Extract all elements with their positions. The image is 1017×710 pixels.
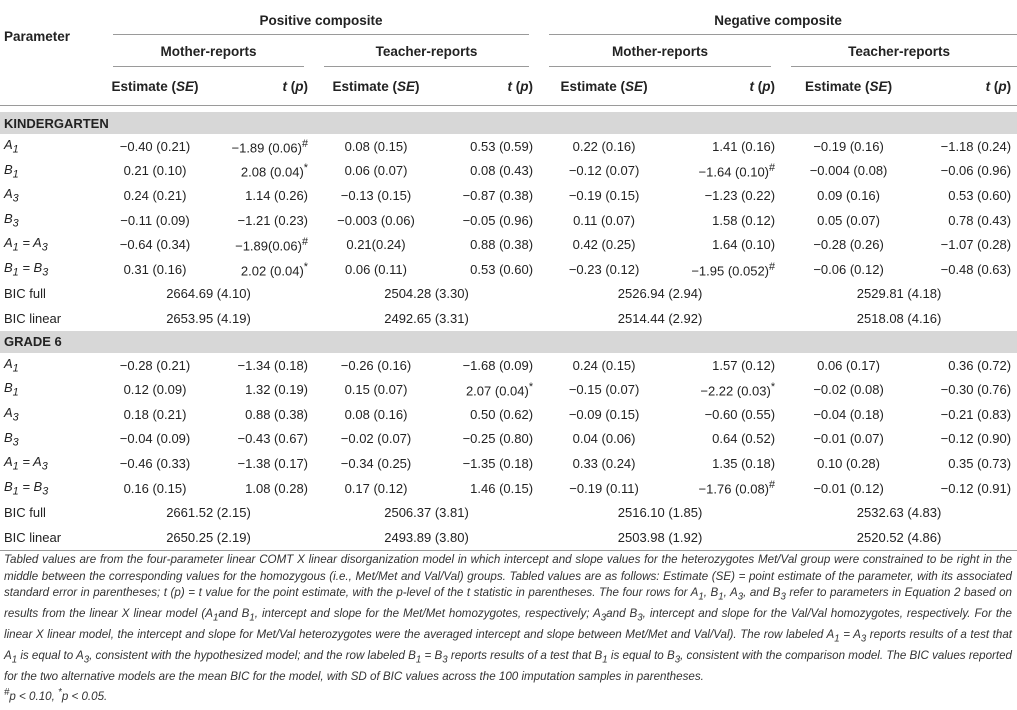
bic-label: BIC full (4, 286, 46, 302)
estimate-cell: −0.15 (0.07) (568, 382, 640, 398)
estimate-cell: −0.46 (0.33) (119, 455, 191, 471)
table-note (4, 552, 1012, 685)
estimate-se-header: Estimate (SE) (805, 78, 893, 94)
estimate-cell: −0.06 (0.12) (813, 261, 884, 277)
estimate-cell: 0.21 (0.10) (123, 163, 187, 179)
section-header (0, 112, 1017, 134)
bic-value: 2504.28 (3.30) (384, 286, 469, 302)
parameter-cell: $A_1$ (4, 355, 19, 375)
t-cell: 0.53 (0.59) (470, 138, 534, 154)
estimate-cell: 0.12 (0.09) (123, 382, 187, 398)
pos-mother-header: Mother-reports (103, 35, 314, 67)
t-cell: 1.41 (0.16) (712, 138, 776, 154)
estimate-cell: 0.22 (0.16) (572, 138, 636, 154)
header-row-stats (0, 67, 1017, 106)
estimate-se-header: Estimate (SE) (560, 78, 648, 94)
t-cell: 0.36 (0.72) (948, 357, 1012, 373)
table-row (0, 476, 1017, 501)
estimate-cell: −0.004 (0.08) (809, 163, 888, 179)
estimate-cell: −0.64 (0.34) (119, 237, 191, 253)
parameter-cell: $B_1 = B_3$ (4, 259, 49, 279)
estimate-cell: −0.28 (0.21) (119, 357, 191, 373)
bic-value: 2516.10 (1.85) (617, 505, 703, 521)
bic-row (0, 525, 1017, 550)
table-body (0, 6, 1017, 552)
table-row (0, 427, 1017, 452)
bic-label: BIC full (4, 505, 46, 521)
estimate-cell: 0.06 (0.11) (345, 261, 407, 277)
t-cell: 0.35 (0.73) (948, 455, 1012, 471)
t-cell: 0.88 (0.38) (470, 237, 534, 253)
note-text: Tabled values are from the four-parameter linear COMT X linear disorganization model in which intercept and slope values for the heterozygotes Met/Val group were constrained to be right in the middle between the corresponding values for the homozygous (i.e., Met/Met and Val/Val) groups. Tabled values are as follows: Estimate (SE) = point estimate of the parameter, with its associated standard error in parentheses; t (p) = t value for the point estimate, with the p-level of the t statistic in parentheses. The four rows for $A_1$, $B_1$, $A_3$, and $B_3$ refer to parameters in Equation 2 based on results from the linear X linear model ($A_1and$ $B_1$, intercept and slope for the Met/Met homozygotes, respectively; $A_3and$ $B_3$, intercept and slope for the Val/Val homozygotes, respectively. For the linear X linear model, the intercept and slope for Met/Val heterozygotes were the averaged intercept and slope between Met/Met and Val/Val). The row labeled $A_1 = A_3$ reports results of a test that $A_1$ is equal to $A_3$, consistent with the hypothesized model; and the row labeled $B_1 = B_3$ reports results of a test that $B_1$ is equal to $B_3$, consistent with the comparison model. The BIC values reported for the two alternative models are the mean BIC for the model, with SD of BIC values across the 100 imputation samples in parentheses. (4, 553, 1013, 683)
t-p-header: t (p) (749, 78, 776, 94)
section-header (0, 331, 1017, 353)
t-cell: 1.64 (0.10) (712, 237, 776, 253)
estimate-cell: 0.21(0.24) (346, 237, 406, 253)
estimate-cell: −0.40 (0.21) (119, 138, 191, 154)
t-cell: 2.07 (0.04)* (465, 380, 534, 399)
t-cell: −0.60 (0.55) (704, 406, 776, 422)
bic-label: BIC linear (4, 529, 62, 545)
results-table (0, 6, 1017, 552)
estimate-cell: −0.12 (0.07) (568, 163, 640, 179)
estimate-cell: 0.09 (0.16) (817, 187, 880, 203)
table-row (0, 353, 1017, 378)
t-p-header: t (p) (282, 78, 308, 94)
estimate-cell: 0.33 (0.24) (572, 455, 636, 471)
t-cell: −0.30 (0.76) (940, 382, 1012, 398)
bic-value: 2526.94 (2.94) (617, 286, 703, 302)
estimate-cell: −0.09 (0.15) (568, 406, 640, 422)
table-row (0, 232, 1017, 257)
estimate-cell: −0.23 (0.12) (568, 261, 640, 277)
bic-row (0, 282, 1017, 307)
estimate-cell: 0.16 (0.15) (123, 480, 187, 496)
header-row-composites (0, 6, 1017, 35)
header-spacer (0, 67, 103, 106)
estimate-cell: −0.19 (0.16) (813, 138, 884, 154)
parameter-cell: $A_3$ (4, 404, 19, 424)
estimate-cell: 0.24 (0.21) (123, 187, 187, 203)
table-row (0, 183, 1017, 208)
estimate-cell: −0.26 (0.16) (340, 357, 412, 373)
t-cell: −1.21 (0.23) (237, 212, 308, 228)
bic-row (0, 500, 1017, 525)
estimate-cell: −0.19 (0.15) (568, 187, 640, 203)
parameter-cell: $B_1$ (4, 161, 19, 181)
t-cell: −1.07 (0.28) (940, 237, 1012, 253)
table-row (0, 402, 1017, 427)
estimate-cell: 0.17 (0.12) (344, 480, 408, 496)
bic-value: 2503.98 (1.92) (617, 529, 703, 545)
estimate-se-header: Estimate (SE) (111, 78, 199, 94)
parameter-header: Parameter (4, 29, 71, 44)
t-cell: −1.89(0.06)# (235, 236, 308, 254)
parameter-cell: $B_1 = B_3$ (4, 478, 49, 498)
neg-mother-header: Mother-reports (539, 35, 781, 67)
t-cell: 2.08 (0.04)* (240, 162, 308, 180)
estimate-cell: −0.04 (0.09) (119, 431, 191, 447)
estimate-cell: 0.11 (0.07) (573, 212, 635, 228)
bic-value: 2664.69 (4.10) (166, 286, 251, 302)
parameter-cell: $A_1$ (4, 137, 19, 156)
table-row (0, 377, 1017, 402)
parameter-cell: $B_3$ (4, 210, 19, 230)
bic-value: 2661.52 (2.15) (166, 505, 251, 521)
parameter-cell: $B_3$ (4, 429, 19, 449)
t-cell: −0.21 (0.83) (940, 406, 1012, 422)
bic-value: 2650.25 (2.19) (166, 529, 251, 545)
bic-value: 2653.95 (4.19) (166, 310, 251, 326)
t-p-header: t (p) (985, 78, 1012, 94)
estimate-cell: 0.42 (0.25) (572, 237, 636, 253)
parameter-cell: $A_3$ (4, 186, 19, 205)
parameter-cell: $A_1 = A_3$ (4, 454, 48, 473)
bic-value: 2506.37 (3.81) (384, 505, 469, 521)
estimate-cell: 0.10 (0.28) (817, 455, 880, 471)
t-cell: −0.48 (0.63) (940, 261, 1012, 277)
t-cell: −2.22 (0.03)* (700, 380, 776, 399)
t-cell: −1.76 (0.08)# (698, 479, 776, 497)
estimate-cell: 0.08 (0.16) (344, 406, 408, 422)
bic-value: 2492.65 (3.31) (384, 310, 469, 326)
bic-value: 2493.89 (3.80) (384, 529, 469, 545)
t-cell: −1.18 (0.24) (940, 138, 1012, 154)
t-cell: 1.14 (0.26) (245, 187, 308, 203)
negative-composite-header: Negative composite (539, 6, 1017, 35)
t-cell: −1.35 (0.18) (462, 455, 534, 471)
estimate-cell: −0.02 (0.08) (813, 382, 884, 398)
estimate-cell: −0.34 (0.25) (340, 455, 412, 471)
table-footnote (4, 685, 1004, 705)
t-cell: 1.32 (0.19) (245, 382, 308, 398)
estimate-cell: −0.11 (0.09) (120, 212, 190, 228)
t-cell: −1.89 (0.06)# (231, 137, 308, 155)
estimate-cell: −0.19 (0.11) (569, 480, 639, 496)
estimate-cell: 0.31 (0.16) (123, 261, 187, 277)
t-cell: −0.06 (0.96) (940, 163, 1012, 179)
t-cell: −1.23 (0.22) (704, 187, 776, 203)
t-cell: −1.34 (0.18) (237, 357, 308, 373)
footnote-text: #p < 0.10, *p < 0.05. (4, 687, 108, 703)
estimate-cell: −0.02 (0.07) (340, 431, 412, 447)
estimate-cell: 0.08 (0.15) (344, 138, 408, 154)
bic-value: 2532.63 (4.83) (856, 505, 942, 521)
t-cell: 1.46 (0.15) (470, 480, 534, 496)
table-row (0, 451, 1017, 476)
estimate-cell: 0.05 (0.07) (817, 212, 880, 228)
estimate-cell: 0.06 (0.17) (817, 357, 880, 373)
estimate-se-header: Estimate (SE) (332, 78, 420, 94)
table-row (0, 208, 1017, 233)
estimate-cell: −0.04 (0.18) (813, 406, 884, 422)
bic-value: 2529.81 (4.18) (856, 286, 942, 302)
t-cell: 1.57 (0.12) (712, 357, 776, 373)
neg-teacher-header: Teacher-reports (781, 35, 1017, 67)
estimate-cell: −0.003 (0.06) (337, 212, 415, 228)
t-cell: −0.05 (0.96) (462, 212, 534, 228)
t-cell: 1.58 (0.12) (712, 212, 776, 228)
t-cell: 1.35 (0.18) (712, 455, 776, 471)
estimate-cell: −0.01 (0.12) (813, 480, 884, 496)
t-cell: 0.78 (0.43) (948, 212, 1012, 228)
t-cell: −1.68 (0.09) (462, 357, 534, 373)
t-cell: 1.08 (0.28) (245, 480, 308, 496)
t-cell: −1.64 (0.10)# (698, 162, 776, 180)
estimate-cell: −0.01 (0.07) (813, 431, 884, 447)
bic-value: 2518.08 (4.16) (856, 310, 942, 326)
estimate-cell: −0.13 (0.15) (340, 187, 412, 203)
section-title: KINDERGARTEN (0, 112, 1017, 134)
positive-composite-header: Positive composite (103, 6, 539, 35)
table-row (0, 159, 1017, 184)
estimate-cell: 0.24 (0.15) (572, 357, 636, 373)
t-cell: 0.53 (0.60) (470, 261, 534, 277)
bic-value: 2514.44 (2.92) (617, 310, 703, 326)
t-cell: −1.95 (0.052)# (691, 260, 776, 278)
section-title: GRADE 6 (0, 331, 1017, 353)
estimate-cell: −0.28 (0.26) (813, 237, 884, 253)
estimate-cell: 0.18 (0.21) (123, 406, 187, 422)
t-cell: −0.12 (0.90) (940, 431, 1012, 447)
header-row-reporters (0, 35, 1017, 67)
pos-teacher-header: Teacher-reports (314, 35, 539, 67)
table-row (0, 134, 1017, 159)
bic-row (0, 306, 1017, 331)
estimate-cell: 0.15 (0.07) (344, 382, 408, 398)
t-cell: −0.43 (0.67) (237, 431, 308, 447)
bic-label: BIC linear (4, 310, 62, 326)
t-cell: −0.12 (0.91) (940, 480, 1012, 496)
estimate-cell: 0.06 (0.07) (344, 163, 408, 179)
t-cell: −0.25 (0.80) (462, 431, 534, 447)
t-cell: −0.87 (0.38) (462, 187, 534, 203)
t-cell: 0.08 (0.43) (470, 163, 534, 179)
t-cell: 0.50 (0.62) (470, 406, 534, 422)
parameter-cell: $A_1 = A_3$ (4, 235, 48, 254)
t-cell: 2.02 (0.04)* (240, 260, 308, 278)
table-row (0, 257, 1017, 282)
parameter-cell: $B_1$ (4, 380, 19, 399)
t-cell: 0.64 (0.52) (712, 431, 776, 447)
t-cell: 0.53 (0.60) (948, 187, 1012, 203)
t-cell: 0.88 (0.38) (245, 406, 308, 422)
estimate-cell: 0.04 (0.06) (572, 431, 636, 447)
bic-value: 2520.52 (4.86) (856, 529, 942, 545)
t-p-header: t (p) (507, 78, 534, 94)
t-cell: −1.38 (0.17) (237, 455, 308, 471)
